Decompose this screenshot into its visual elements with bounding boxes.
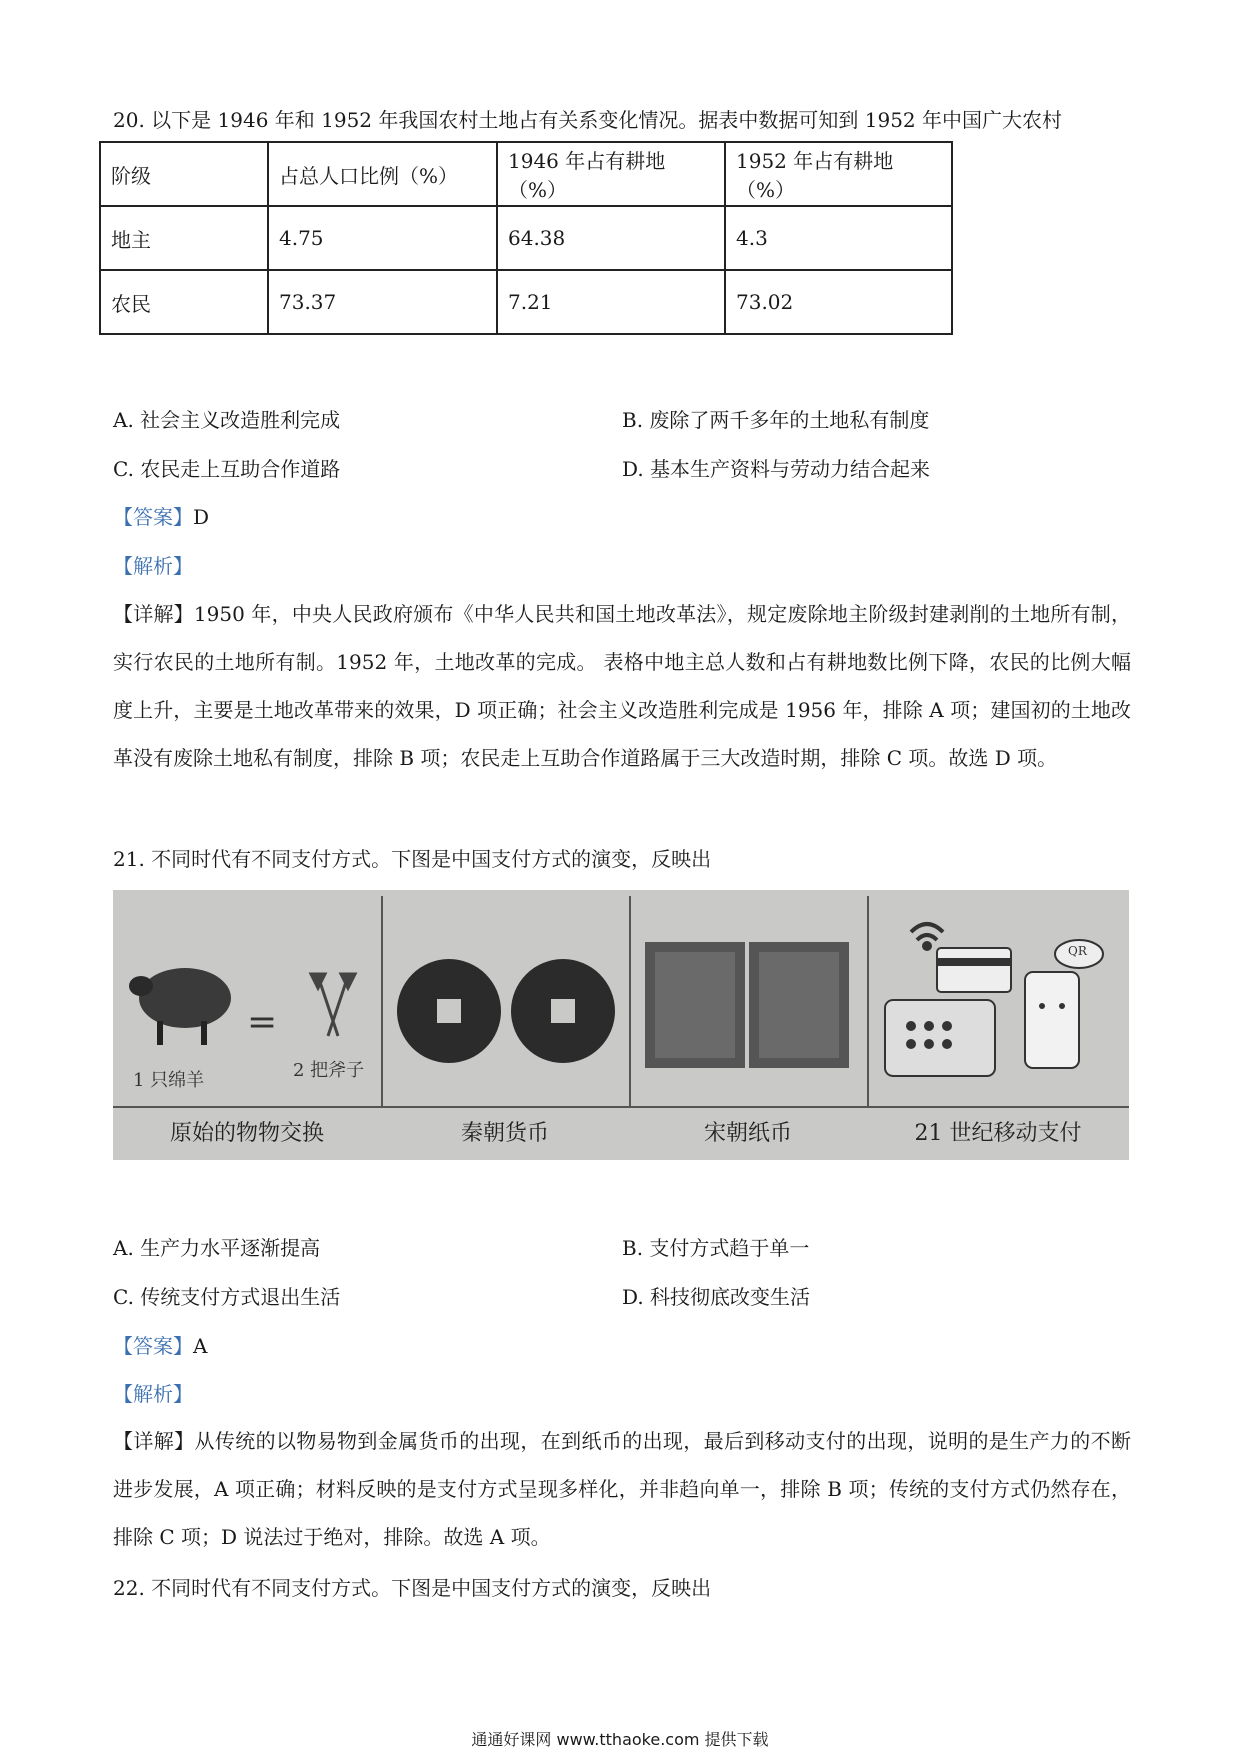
detail-text: 1950 年，中央人民政府颁布《中华人民共和国土地改革法》，规定废除地主阶级封建剥削的土地所有制，实行农民的土地所有制。1952 年，土地改革的完成。 表格中地主总人数和占有耕地数比例下降，农民的比例大幅度上升，主要是土地改革带来的效果，D 项正确；社会主义改造胜利完成是 1956 年，排除 A 项；建国初的土地改革没有废除土地私有制度，排除 B 项；农民走上互助合作道路属于三大改造时期，排除 C 项。故选 D 项。 [113, 602, 1132, 770]
axe-label: 2 把斧子 [293, 1060, 365, 1081]
table-cell: 64.38 [497, 206, 725, 270]
table-cell: 4.75 [268, 206, 497, 270]
table-cell: 地主 [100, 206, 268, 270]
coin-icon [397, 959, 501, 1063]
banknote-icon [645, 942, 745, 1068]
caption-song: 宋朝纸币 [703, 1121, 792, 1146]
table-cell: 农民 [100, 270, 268, 334]
q22-stem: 22. 不同时代有不同支付方式。下图是中国支付方式的演变，反映出 [113, 1576, 712, 1600]
q20-analysis-tag: 【解析】 [113, 554, 193, 578]
q21-option-c: C. 传统支付方式退出生活 [113, 1285, 341, 1309]
table-header-cell: 1952 年占有耕地（%） [725, 142, 952, 206]
table-header-cell: 阶级 [100, 142, 268, 206]
banknote-icon [749, 942, 849, 1068]
q20-stem: 20. 以下是 1946 年和 1952 年我国农村土地占有关系变化情况。据表中数据可知到 1952 年中国广大农村 [113, 108, 1063, 132]
table-cell: 73.37 [268, 270, 497, 334]
answer-value: D [193, 505, 210, 529]
pos-terminal-icon [885, 1000, 995, 1076]
q20-option-c: C. 农民走上互助合作道路 [113, 457, 341, 481]
payment-evolution-figure [113, 890, 1129, 1160]
q21-analysis-tag: 【解析】 [113, 1382, 193, 1406]
answer-tag: 【答案】 [113, 505, 193, 529]
q20-option-b: B. 废除了两千多年的土地私有制度 [622, 408, 930, 432]
sheep-label: 1 只绵羊 [133, 1070, 205, 1091]
q21-option-d: D. 科技彻底改变生活 [622, 1285, 811, 1309]
q21-option-b: B. 支付方式趋于单一 [622, 1236, 810, 1260]
axe-icon [311, 974, 355, 1036]
table-cell: 7.21 [497, 270, 725, 334]
caption-qin: 秦朝货币 [460, 1121, 549, 1146]
q21-detail [113, 1417, 1131, 1561]
mobile-payment-panel [867, 896, 1129, 1106]
detail-tag: 【详解】 [113, 1429, 195, 1453]
mobile-payment-illustration [867, 896, 1129, 1106]
caption-row [113, 1106, 1129, 1154]
detail-tag: 【详解】 [113, 602, 194, 626]
sheep-icon [129, 968, 231, 1045]
q20-option-d: D. 基本生产资料与劳动力结合起来 [622, 457, 931, 481]
answer-value: A [193, 1334, 208, 1358]
coins-illustration [381, 896, 629, 1106]
qin-coin-panel [381, 896, 631, 1106]
song-paper-money-panel [629, 896, 869, 1106]
answer-tag: 【答案】 [113, 1334, 193, 1358]
q21-answer [113, 1332, 207, 1360]
land-table [99, 141, 953, 335]
bubble-text: QR [1068, 944, 1087, 958]
table-header-cell: 占总人口比例（%） [268, 142, 497, 206]
paper-money-illustration [629, 896, 867, 1106]
q21-stem: 21. 不同时代有不同支付方式。下图是中国支付方式的演变，反映出 [113, 847, 712, 871]
caption-barter: 原始的物物交换 [169, 1121, 324, 1146]
barter-panel [113, 896, 383, 1106]
bank-card-icon [937, 948, 1011, 992]
coin-icon [511, 959, 615, 1063]
smartphone-icon [1025, 972, 1079, 1068]
detail-text: 从传统的以物易物到金属货币的出现，在到纸币的出现，最后到移动支付的出现，说明的是生产力的不断进步发展，A 项正确；材料反映的是支付方式呈现多样化，并非趋向单一，排除 B 项；传统的支付方式仍然存在，排除 C 项；D 说法过于绝对，排除。故选 A 项。 [113, 1429, 1132, 1549]
table-header-cell: 1946 年占有耕地（%） [497, 142, 725, 206]
q20-detail [113, 590, 1131, 782]
page-footer: 通通好课网 www.tthaoke.com 提供下载 [471, 1730, 769, 1749]
caption-mobile: 21 世纪移动支付 [914, 1121, 1082, 1146]
table-row [100, 206, 952, 270]
q21-option-a: A. 生产力水平逐渐提高 [113, 1236, 321, 1260]
q20-option-a: A. 社会主义改造胜利完成 [113, 408, 341, 432]
equals-sign: = [247, 1002, 278, 1043]
table-cell: 4.3 [725, 206, 952, 270]
table-header-row [100, 142, 952, 206]
wifi-icon [911, 924, 943, 949]
q20-answer [113, 503, 209, 531]
table-row [100, 270, 952, 334]
table-cell: 73.02 [725, 270, 952, 334]
